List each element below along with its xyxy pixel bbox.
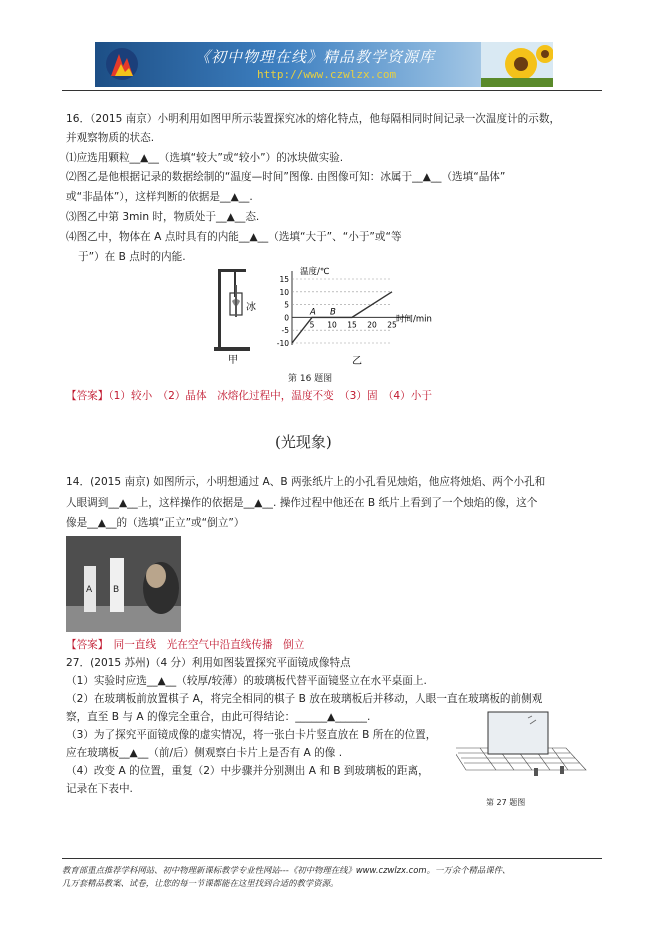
q14-stem-line3: 像是__▲__的（选填“正立”或“倒立”） (66, 517, 245, 529)
header-divider (62, 90, 602, 91)
banner-title: 《初中物理在线》精品教学资源库 (195, 48, 436, 66)
x-tick-label: 15 (347, 320, 357, 330)
y-tick-label: -5 (281, 326, 289, 336)
q16-figure-caption: 第 16 题图 (288, 374, 333, 384)
q16-part2b: 或“非晶体”），这样判断的依据是__▲__. (66, 191, 253, 203)
q14-answer: 【答案】 同一直线 光在空气中沿直线传播 倒立 (66, 639, 305, 651)
q16-part2a: ⑵图乙是他根据记录的数据绘制的“温度—时间”图像. 由图像可知：冰属于__▲__（选填“晶体” (66, 171, 506, 183)
q16-part4b: 于”）在 B 点时的内能. (78, 251, 186, 263)
plane-mirror-apparatus (456, 708, 596, 788)
q16-part1: ⑴应选用颗粒__▲__（选填“较大”或“较小”）的冰块做实验. (66, 152, 344, 164)
footer-line1: 教育部重点推荐学科网站、初中物理新课标教学专业性网站---《初中物理在线》www.czwlzx.com。一万余个精品课件、 (62, 865, 511, 875)
q16-part3: ⑶图乙中第 3min 时，物质处于__▲__态. (66, 211, 260, 223)
q27-part3b: 应在玻璃板__▲__（前/后）侧观察白卡片上是否有 A 的像 . (66, 747, 343, 759)
q16-stem-line2: 并观察物质的状态. (66, 132, 155, 144)
q16-answer: 【答案】（1）较小 （2）晶体 冰熔化过程中，温度不变 （3）固 （4）小于 (66, 390, 432, 402)
ice-melting-apparatus (210, 265, 270, 365)
footer-divider (62, 858, 602, 859)
y-tick-label: 10 (279, 287, 289, 297)
y-tick-label: 5 (284, 300, 289, 310)
y-axis-label: 温度/℃ (300, 267, 330, 277)
ice-label: 冰 (246, 302, 256, 313)
point-b-label: B (330, 307, 336, 318)
x-tick-label: 5 (309, 320, 315, 330)
x-tick-label: 10 (327, 320, 337, 330)
pinhole-photo (66, 536, 181, 632)
q16-part4a: ⑷图乙中，物体在 A 点时具有的内能__▲__（选填“大于”、“小于”或“等 (66, 231, 402, 243)
banner-url[interactable]: http://www.czwlzx.com (257, 68, 397, 81)
q27-part2b: 察，直至 B 与 A 的像完全重合，由此可得结论：______▲______. (66, 711, 371, 723)
x-axis-label: 时间/min (396, 314, 432, 325)
card-a-label: A (86, 585, 93, 595)
point-a-label: A (310, 307, 316, 318)
q16-stem-line1: 16．（2015 南京）小明利用如图甲所示装置探究冰的熔化特点，他每隔相同时间记录一次温度计的示数， (66, 113, 561, 125)
q27-figure-caption: 第 27 题图 (486, 798, 526, 807)
card-b-label: B (113, 585, 120, 595)
q27-stem: 27．(2015 苏州)（4 分）利用如图装置探究平面镜成像特点 (66, 657, 351, 669)
x-tick-label: 20 (367, 320, 377, 330)
q27-part1: （1）实验时应选__▲__（较厚/较薄）的玻璃板代替平面镜竖立在水平桌面上. (66, 675, 427, 687)
x-tick-label: 25 (387, 320, 397, 330)
fig-label-jia: 甲 (228, 355, 238, 365)
y-tick-label: -10 (276, 339, 289, 348)
sunflower-icon (481, 42, 553, 87)
site-banner (95, 42, 553, 87)
q27-part2a: （2）在玻璃板前放置棋子 A，将完全相同的棋子 B 放在玻璃板后并移动，人眼一直在玻璃板的前侧观 (66, 693, 543, 705)
q14-stem-line1: 14．(2015 南京) 如图所示，小明想通过 A、B 两张纸片上的小孔看见烛焰，他应将烛焰、两个小孔和 (66, 476, 546, 488)
fig-label-yi: 乙 (352, 356, 362, 367)
q14-stem-line2: 人眼调到__▲__上，这样操作的依据是__▲__. 操作过程中他还在 B 纸片上看到了一个烛焰的像，这个 (66, 497, 538, 509)
q27-part4b: 记录在下表中. (66, 783, 133, 795)
footer-line2: 几万套精品教案、试卷，让您的每一节课都能在这里找到合适的教学资源。 (62, 878, 339, 888)
y-tick-label: 15 (279, 275, 289, 284)
pinhole-photo-drawing (66, 536, 181, 632)
section-heading: (光现象) (275, 433, 332, 451)
q27-part4a: （4）改变 A 的位置，重复（2）中步骤并分别测出 A 和 B 到玻璃板的距离， (66, 765, 429, 777)
y-tick-label: 0 (284, 313, 289, 323)
temperature-time-chart (272, 265, 452, 367)
site-logo-icon (105, 46, 139, 82)
q27-part3a: （3）为了探究平面镜成像的虚实情况，将一张白卡片竖直放在 B 所在的位置， (66, 729, 437, 741)
